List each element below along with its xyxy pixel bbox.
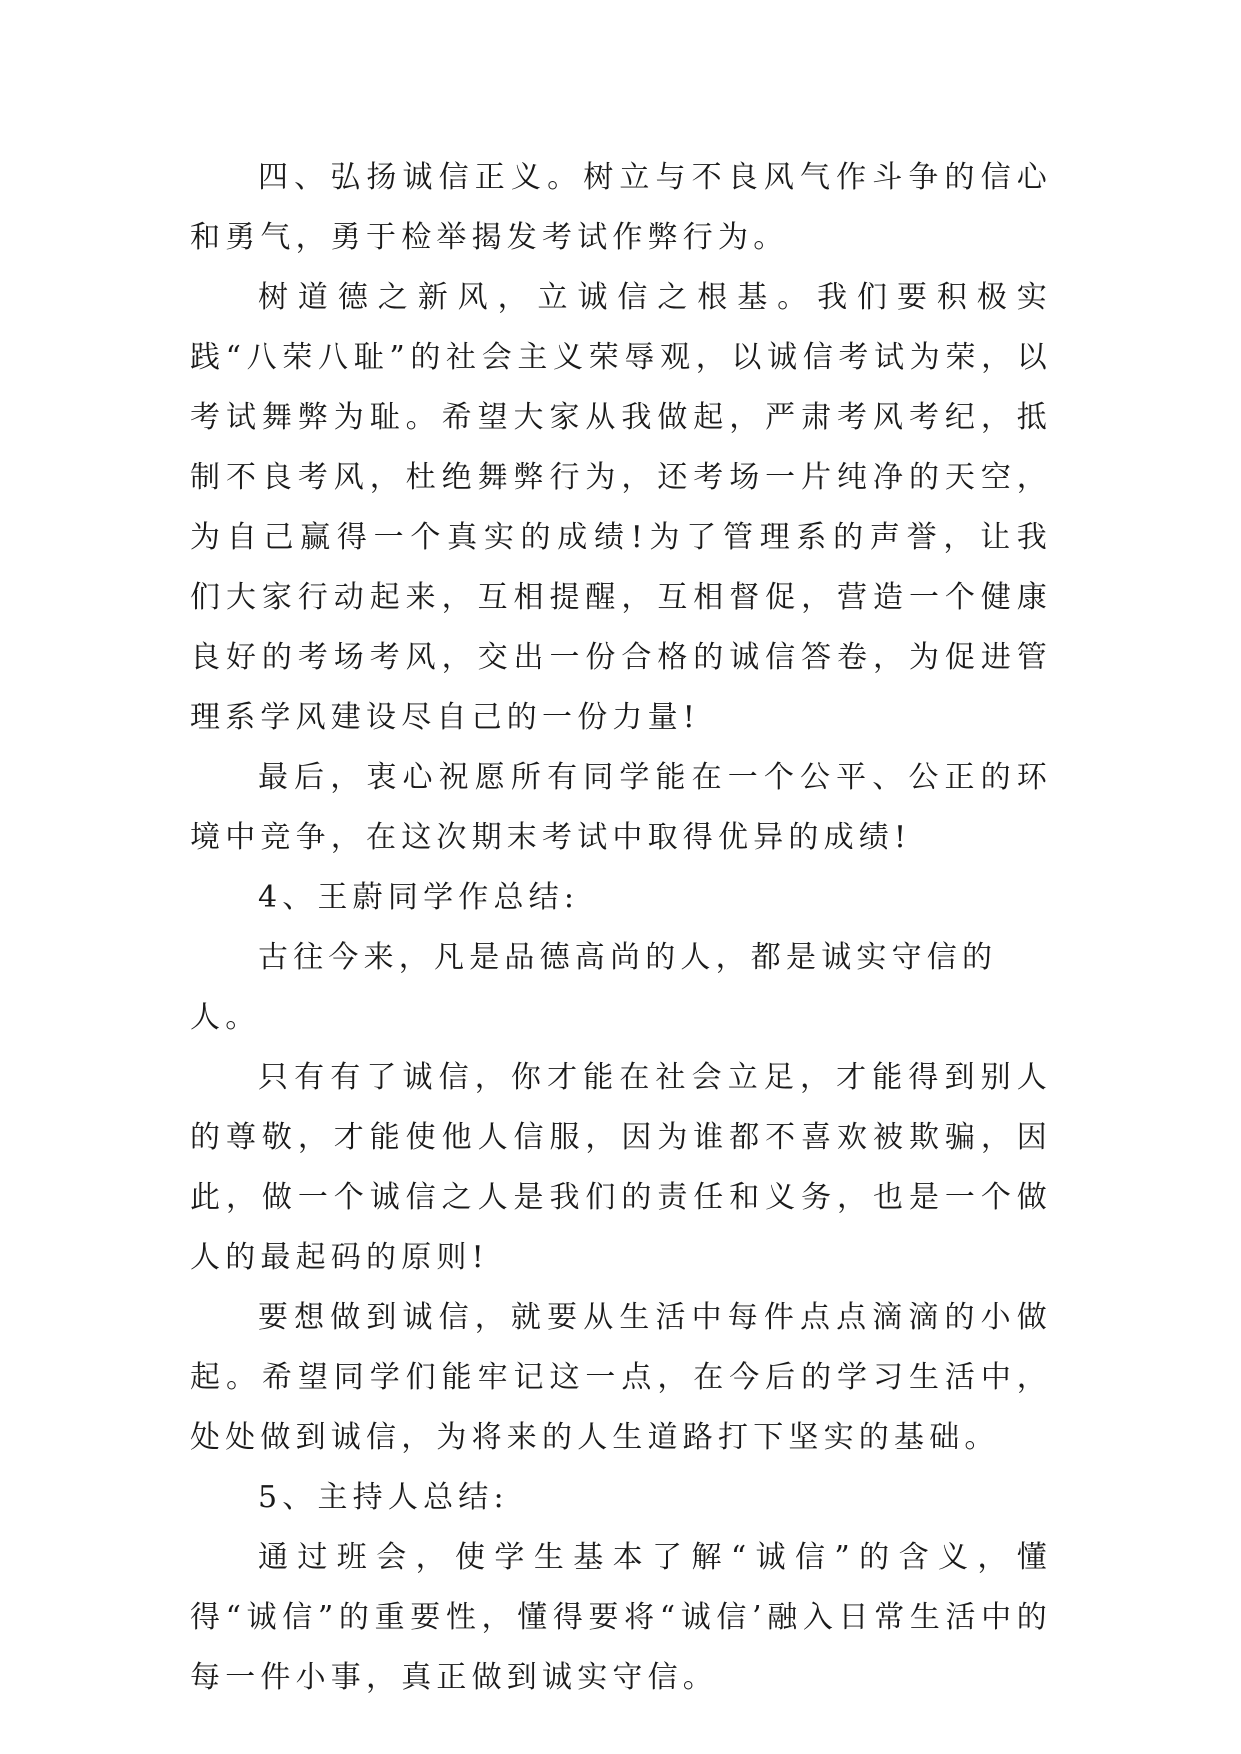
paragraph-small-things: 要想做到诚信，就要从生活中每件点点滴滴的小做起。希望同学们能牢记这一点，在今后的学习生活中，处处做到诚信，为将来的人生道路打下坚实的基础。 bbox=[190, 1300, 1052, 1455]
paragraph-only-with-integrity: 只有有了诚信，你才能在社会立足，才能得到别人的尊敬，才能使他人信服，因为谁都不喜欢被欺骗，因此，做一个诚信之人是我们的责任和义务，也是一个做人的最起码的原则! bbox=[190, 1060, 1052, 1275]
heading-wangwei-summary: 4、王蔚同学作总结: bbox=[258, 880, 580, 915]
paragraph-class-meeting: 通过班会，使学生基本了解“诚信”的含义，懂得“诚信”的重要性，懂得要将“诚信’融入日常生活中的每一件小事，真正做到诚实守信。 bbox=[190, 1540, 1052, 1695]
paragraph-promote-integrity: 四、弘扬诚信正义。树立与不良风气作斗争的信心和勇气，勇于检举揭发考试作弊行为。 bbox=[190, 160, 1052, 255]
document-page bbox=[190, 148, 1052, 1708]
paragraph-final-wishes: 最后，衷心祝愿所有同学能在一个公平、公正的环境中竞争，在这次期末考试中取得优异的成绩! bbox=[190, 760, 1052, 855]
paragraph-ancient-to-modern: 古往今来，凡是品德高尚的人，都是诚实守信的人。 bbox=[190, 940, 998, 1035]
heading-host-summary: 5、主持人总结: bbox=[258, 1480, 509, 1515]
paragraph-new-morality: 树道德之新风，立诚信之根基。我们要积极实践“八荣八耻”的社会主义荣辱观，以诚信考试为荣，以考试舞弊为耻。希望大家从我做起，严肃考风考纪，抵制不良考风，杜绝舞弊行为，还考场一片纯净的天空，为自己赢得一个真实的成绩!为了管理系的声誉，让我们大家行动起来，互相提醒，互相督促，营造一个健康良好的考场考风，交出一份合格的诚信答卷，为促进管理系学风建设尽自己的一份力量! bbox=[190, 280, 1052, 735]
